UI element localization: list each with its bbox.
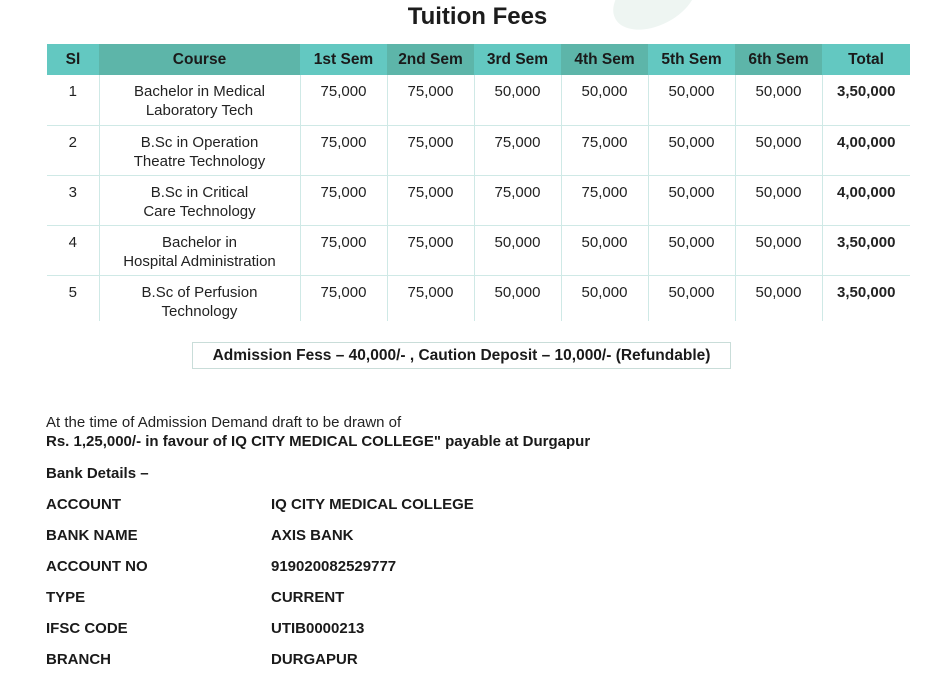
cell-total: 4,00,000: [822, 175, 910, 225]
course-line: Technology: [161, 302, 238, 320]
cell-3rd-sem: 50,000: [474, 75, 561, 125]
bank-row-type: [46, 589, 344, 606]
bank-value: UTIB0000213: [271, 620, 365, 637]
header-course: Course: [99, 44, 300, 75]
course-line: Care Technology: [143, 202, 256, 220]
cell-3rd-sem: 50,000: [474, 225, 561, 275]
cell-5th-sem: 50,000: [648, 275, 735, 321]
cell-total: 4,00,000: [822, 125, 910, 175]
bank-row-account: [46, 496, 474, 513]
bank-row-bank-name: [46, 527, 354, 544]
cell-total: 3,50,000: [822, 225, 910, 275]
bank-value: DURGAPUR: [271, 651, 358, 668]
cell-4th-sem: 75,000: [561, 125, 648, 175]
bank-label: TYPE: [46, 589, 86, 606]
course-line: Bachelor in Medical: [134, 83, 265, 100]
cell-1st-sem: 75,000: [300, 275, 387, 321]
cell-5th-sem: 50,000: [648, 225, 735, 275]
course-line: Bachelor in: [161, 233, 238, 251]
cell-1st-sem: 75,000: [300, 75, 387, 125]
cell-1st-sem: 75,000: [300, 125, 387, 175]
bank-label: ACCOUNT NO: [46, 558, 148, 575]
cell-4th-sem: 75,000: [561, 175, 648, 225]
tuition-fees-table: [47, 44, 910, 321]
course-line: Hospital Administration: [123, 252, 276, 270]
cell-4th-sem: 50,000: [561, 75, 648, 125]
bank-value: IQ CITY MEDICAL COLLEGE: [271, 496, 474, 513]
cell-4th-sem: 50,000: [561, 275, 648, 321]
bank-row-account-no: [46, 558, 396, 575]
cell-total: 3,50,000: [822, 275, 910, 321]
demand-draft-instruction: At the time of Admission Demand draft to be drawn of: [46, 414, 402, 431]
cell-total: 3,50,000: [822, 75, 910, 125]
table-row: [47, 125, 910, 175]
cell-5th-sem: 50,000: [648, 125, 735, 175]
cell-6th-sem: 50,000: [735, 225, 822, 275]
cell-5th-sem: 50,000: [648, 175, 735, 225]
bank-value: CURRENT: [271, 589, 345, 606]
bank-row-ifsc: [46, 620, 364, 637]
cell-2nd-sem: 75,000: [387, 225, 474, 275]
page-title: Tuition Fees: [407, 3, 548, 30]
bank-label: BANK NAME: [46, 527, 138, 544]
header-2nd-sem: 2nd Sem: [387, 44, 474, 75]
header-5th-sem: 5th Sem: [648, 44, 735, 75]
header-1st-sem: 1st Sem: [300, 44, 387, 75]
cell-6th-sem: 50,000: [735, 125, 822, 175]
demand-draft-amount: Rs. 1,25,000/- in favour of IQ CITY MEDICAL COLLEGE" payable at Durgapur: [46, 433, 591, 450]
admission-fees-note: Admission Fess – 40,000/- , Caution Deposit – 10,000/- (Refundable): [192, 342, 731, 369]
course-line: B.Sc of Perfusion: [141, 283, 258, 301]
table-header-row: [47, 44, 910, 75]
cell-course: [99, 75, 300, 125]
cell-3rd-sem: 50,000: [474, 275, 561, 321]
bank-row-branch: [46, 651, 358, 668]
bank-label: IFSC CODE: [46, 620, 128, 637]
cell-course: [99, 225, 300, 275]
cell-course: [99, 175, 300, 225]
course-line: B.Sc in Critical: [150, 183, 249, 201]
header-sl: Sl: [47, 44, 99, 75]
cell-3rd-sem: 75,000: [474, 175, 561, 225]
cell-course: [99, 275, 300, 321]
header-3rd-sem: 3rd Sem: [474, 44, 561, 75]
cell-course: [99, 125, 300, 175]
table-row: [47, 275, 910, 321]
bank-value: 919020082529777: [271, 558, 397, 575]
cell-1st-sem: 75,000: [300, 175, 387, 225]
cell-2nd-sem: 75,000: [387, 275, 474, 321]
cell-1st-sem: 75,000: [300, 225, 387, 275]
cell-2nd-sem: 75,000: [387, 75, 474, 125]
cell-4th-sem: 50,000: [561, 225, 648, 275]
course-line: Theatre Technology: [133, 152, 266, 170]
table-row: [47, 75, 910, 125]
cell-sl: 3: [47, 175, 99, 225]
cell-sl: 5: [68, 283, 77, 301]
course-line: Laboratory Tech: [145, 102, 254, 119]
cell-2nd-sem: 75,000: [387, 125, 474, 175]
table-row: [47, 225, 910, 275]
header-total: Total: [822, 44, 910, 75]
cell-2nd-sem: 75,000: [387, 175, 474, 225]
cell-6th-sem: 50,000: [735, 75, 822, 125]
bank-label: BRANCH: [46, 651, 111, 668]
header-4th-sem: 4th Sem: [561, 44, 648, 75]
cell-6th-sem: 50,000: [735, 175, 822, 225]
bank-value: AXIS BANK: [271, 527, 354, 544]
bank-label: ACCOUNT: [46, 496, 121, 513]
cell-5th-sem: 50,000: [648, 75, 735, 125]
table-row: [47, 175, 910, 225]
cell-sl: 2: [47, 125, 99, 175]
cell-3rd-sem: 75,000: [474, 125, 561, 175]
course-line: B.Sc in Operation: [140, 133, 259, 151]
header-6th-sem: 6th Sem: [735, 44, 822, 75]
cell-6th-sem: 50,000: [735, 275, 822, 321]
bank-details-title: Bank Details –: [46, 465, 149, 482]
cell-sl: 1: [47, 75, 99, 125]
cell-sl: 4: [47, 225, 99, 275]
